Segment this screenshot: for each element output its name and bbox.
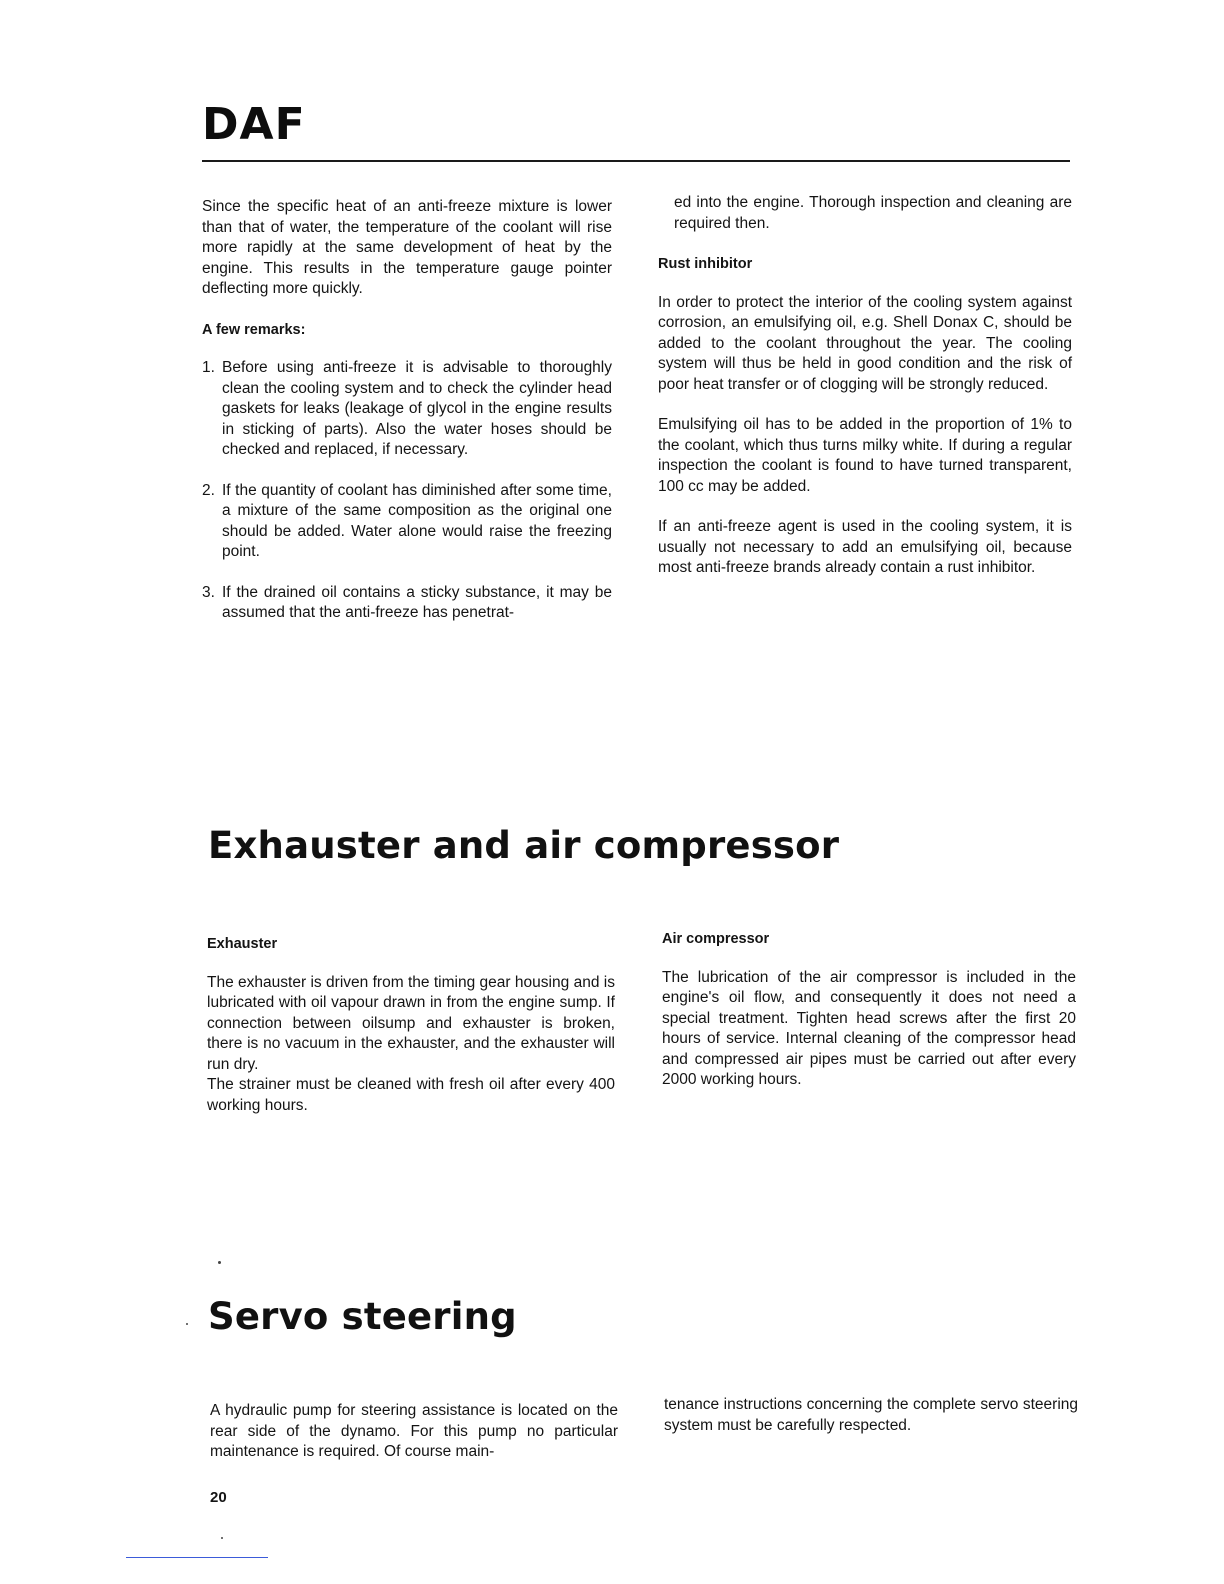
exhauster-section-title: Exhauster and air compressor [208, 824, 840, 867]
exhauster-paragraph-2: The strainer must be cleaned with fresh oil after every 400 working hours. [207, 1076, 615, 1114]
exhauster-column [207, 934, 615, 1136]
servo-paragraph-left: A hydraulic pump for steering assistance is located on the rear side of the dynamo. For this pump no particular maintenance is required. Of course main- [210, 1402, 618, 1460]
header-rule [202, 160, 1070, 162]
list-item-text: If the drained oil contains a sticky substance, it may be assumed that the anti-freeze has penetrat- [222, 583, 612, 621]
air-compressor-paragraph: The lubrication of the air compressor is included in the engine's oil flow, and consequently it does not need a special treatment. Tighten head screws after the first 20 hours of service. Internal cleaning of the compressor head and compressed air pipes must be carried out after every 2000 working hours. [662, 968, 1076, 1088]
list-item-number: 3. [202, 583, 215, 601]
remarks-heading: A few remarks: [202, 321, 306, 338]
continuation-paragraph: ed into the engine. Thorough inspection and cleaning are required then. [674, 194, 1072, 232]
exhauster-heading: Exhauster [207, 936, 278, 952]
page-number: 20 [210, 1489, 227, 1506]
rust-paragraph-2: Emulsifying oil has to be added in the proportion of 1% to the coolant, which thus turns milky white. If during a regular inspection the coolant is found to have turned transparent, 100 cc may be added. [658, 416, 1072, 495]
air-compressor-heading: Air compressor [662, 931, 770, 947]
rust-paragraph-3: If an anti-freeze agent is used in the cooling system, it is usually not necessary to add an emulsifying oil, because most anti-freeze brands already contain a rust inhibitor. [658, 518, 1072, 576]
rust-inhibitor-heading: Rust inhibitor [658, 256, 753, 272]
air-compressor-column [662, 929, 1076, 1111]
servo-section-title: Servo steering [208, 1295, 517, 1338]
scan-speck [218, 1261, 221, 1264]
list-item-number: 1. [202, 359, 215, 376]
intro-paragraph: Since the specific heat of an anti-freeze mixture is lower than that of water, the temperature of the coolant will rise more rapidly at the same development of heat by the engine. This results in the temperature gauge pointer deflecting more quickly. [202, 198, 612, 297]
remarks-list [202, 358, 612, 624]
scan-speck [221, 1537, 223, 1539]
list-item-text: Before using anti-freeze it is advisable to thoroughly clean the cooling system and to check the cylinder head gaskets for leaks (leakage of glycol in the engine results in sticking of parts). Also the water hoses should be checked and replaced, if necessary. [222, 359, 612, 458]
list-item [202, 583, 612, 624]
rust-paragraph-1: In order to protect the interior of the cooling system against corrosion, an emulsifying oil, e.g. Shell Donax C, should be added to the coolant throughout the year. The cooling system will thus be held in good condition and the risk of poor heat transfer or of clogging will be strongly reduced. [658, 293, 1072, 393]
exhauster-paragraph-1: The exhauster is driven from the timing gear housing and is lubricated with oil vapour drawn in from the engine sump. If connection between oilsump and exhauster is broken, there is no vacuum in the exhauster, and the exhauster will run dry. [207, 973, 615, 1073]
list-item [202, 358, 612, 461]
servo-left-column [210, 1401, 618, 1483]
list-item [202, 481, 612, 563]
daf-logo: DAF [202, 99, 306, 150]
scan-speck [186, 1323, 188, 1325]
list-item-number: 2. [202, 481, 215, 499]
servo-paragraph-right: tenance instructions concerning the complete servo steering system must be carefully respected. [664, 1396, 1078, 1434]
bottom-edge-line [126, 1557, 268, 1558]
servo-right-column [664, 1395, 1078, 1456]
top-left-column [202, 197, 612, 644]
list-item-text: If the quantity of coolant has diminished after some time, a mixture of the same composition as the original one should be added. Water alone would raise the freezing point. [222, 481, 612, 560]
top-right-column [658, 193, 1072, 599]
